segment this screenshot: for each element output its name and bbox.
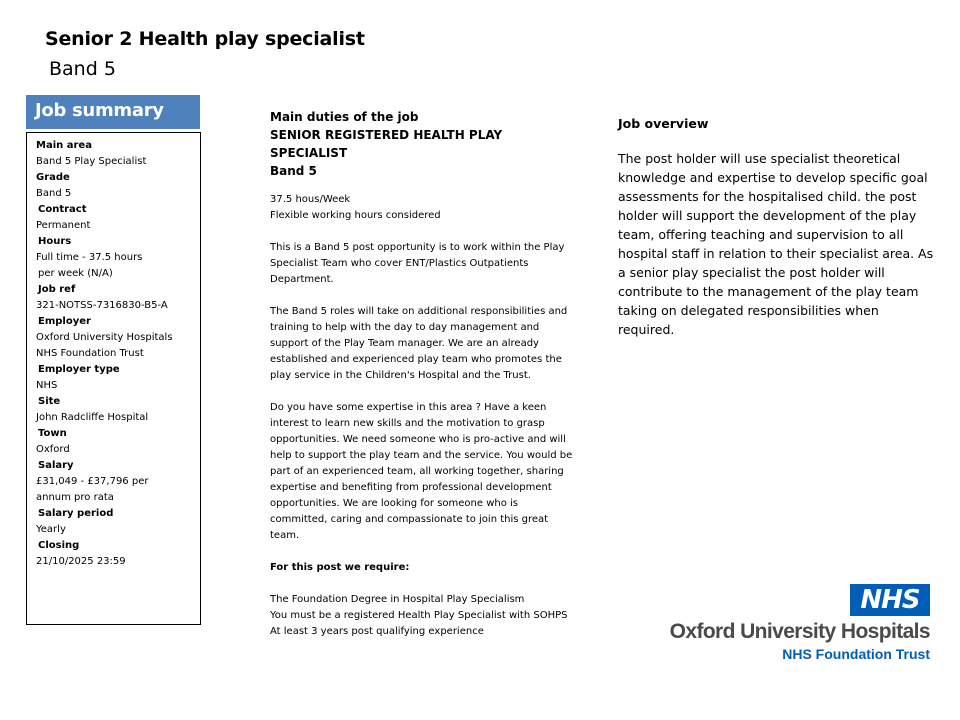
duties-band: Band 5	[270, 164, 317, 178]
job-overview-text: The post holder will use specialist theoretical knowledge and expertise to develop specific goal assessments for the hospitalised child. the post holder will support the development of the play team, offering teaching and supervision to all hospital staff in relation to their specialist area. As a senior play specialist the post holder will contribute to the management of the play team taking on delegated responsibilities when required.	[618, 151, 934, 337]
logo-trust-name: NHS Foundation Trust	[782, 646, 930, 662]
salary-label: Salary	[38, 460, 74, 471]
job-overview-heading: Job overview	[618, 116, 709, 131]
grade-label: Grade	[36, 172, 70, 183]
salary-period-value: Yearly	[36, 524, 66, 535]
main-duties-heading: Main duties of the job	[270, 110, 419, 124]
site-value: John Radcliffe Hospital	[36, 412, 149, 423]
duties-paragraph-responsibilities: The Band 5 roles will take on additional responsibilities and training to help with the day to day management and support of the Play Team manager. We are an already established and experienced play team who promotes the play service in the Children's Hospital and the Trust.	[270, 306, 568, 381]
grade-value: Band 5	[36, 188, 72, 199]
page-title: Senior 2 Health play specialist	[45, 28, 365, 50]
hours-value-line-1: Full time - 37.5 hours	[36, 252, 143, 263]
requirement-degree: The Foundation Degree in Hospital Play Specialism	[270, 594, 525, 605]
closing-label: Closing	[38, 540, 80, 551]
ouh-nhs-logo	[630, 584, 930, 664]
duties-hours: 37.5 hous/Week	[270, 194, 351, 205]
salary-value-line-2: annum pro rata	[36, 492, 114, 503]
main-duties-section	[270, 108, 575, 640]
salary-period-label: Salary period	[38, 508, 114, 519]
requirements-heading: For this post we require:	[270, 562, 410, 573]
employer-type-value: NHS	[36, 380, 58, 391]
duties-paragraph-opportunity: This is a Band 5 post opportunity is to work within the Play Specialist Team who cover ENT/Plastics Outpatients Department.	[270, 242, 565, 285]
employer-type-label: Employer type	[38, 364, 120, 375]
employer-value-line-1: Oxford University Hospitals	[36, 332, 173, 343]
closing-value: 21/10/2025 23:59	[36, 556, 126, 567]
employer-label: Employer	[38, 316, 91, 327]
duties-flexible-working: Flexible working hours considered	[270, 210, 441, 221]
duties-role-title-line-2: SPECIALIST	[270, 146, 348, 160]
nhs-logo-badge: NHS	[850, 584, 930, 616]
logo-organisation-name: Oxford University Hospitals	[669, 620, 930, 643]
hours-label: Hours	[38, 236, 72, 247]
town-label: Town	[38, 428, 67, 439]
employer-value-line-2: NHS Foundation Trust	[36, 348, 144, 359]
job-summary-heading: Job summary	[26, 95, 200, 129]
town-value: Oxford	[36, 444, 70, 455]
requirement-registration: You must be a registered Health Play Specialist with SOHPS	[270, 610, 568, 621]
job-ref-label: Job ref	[38, 284, 76, 295]
job-overview-section	[618, 116, 936, 339]
main-area-value: Band 5 Play Specialist	[36, 156, 147, 167]
main-area-label: Main area	[36, 140, 92, 151]
duties-paragraph-expertise: Do you have some expertise in this area ? Have a keen interest to learn new skills and the motivation to grasp opportunities. We need someone who is pro-active and will help to support the play team and the service. You would be part of an experienced team, all working together, sharing expertise and benefiting from professional development opportunities. We are looking for someone who is committed, caring and compassionate to join this great team.	[270, 402, 573, 541]
duties-role-title-line-1: SENIOR REGISTERED HEALTH PLAY	[270, 128, 503, 142]
contract-value: Permanent	[36, 220, 91, 231]
site-label: Site	[38, 396, 61, 407]
requirement-experience: At least 3 years post qualifying experience	[270, 626, 484, 637]
job-ref-value: 321-NOTSS-7316830-B5-A	[36, 300, 168, 311]
job-summary-panel	[26, 132, 201, 625]
salary-value-line-1: £31,049 - £37,796 per	[36, 476, 149, 487]
contract-label: Contract	[38, 204, 87, 215]
hours-value-line-2: per week (N/A)	[38, 268, 113, 279]
page-subtitle-band: Band 5	[49, 58, 116, 80]
